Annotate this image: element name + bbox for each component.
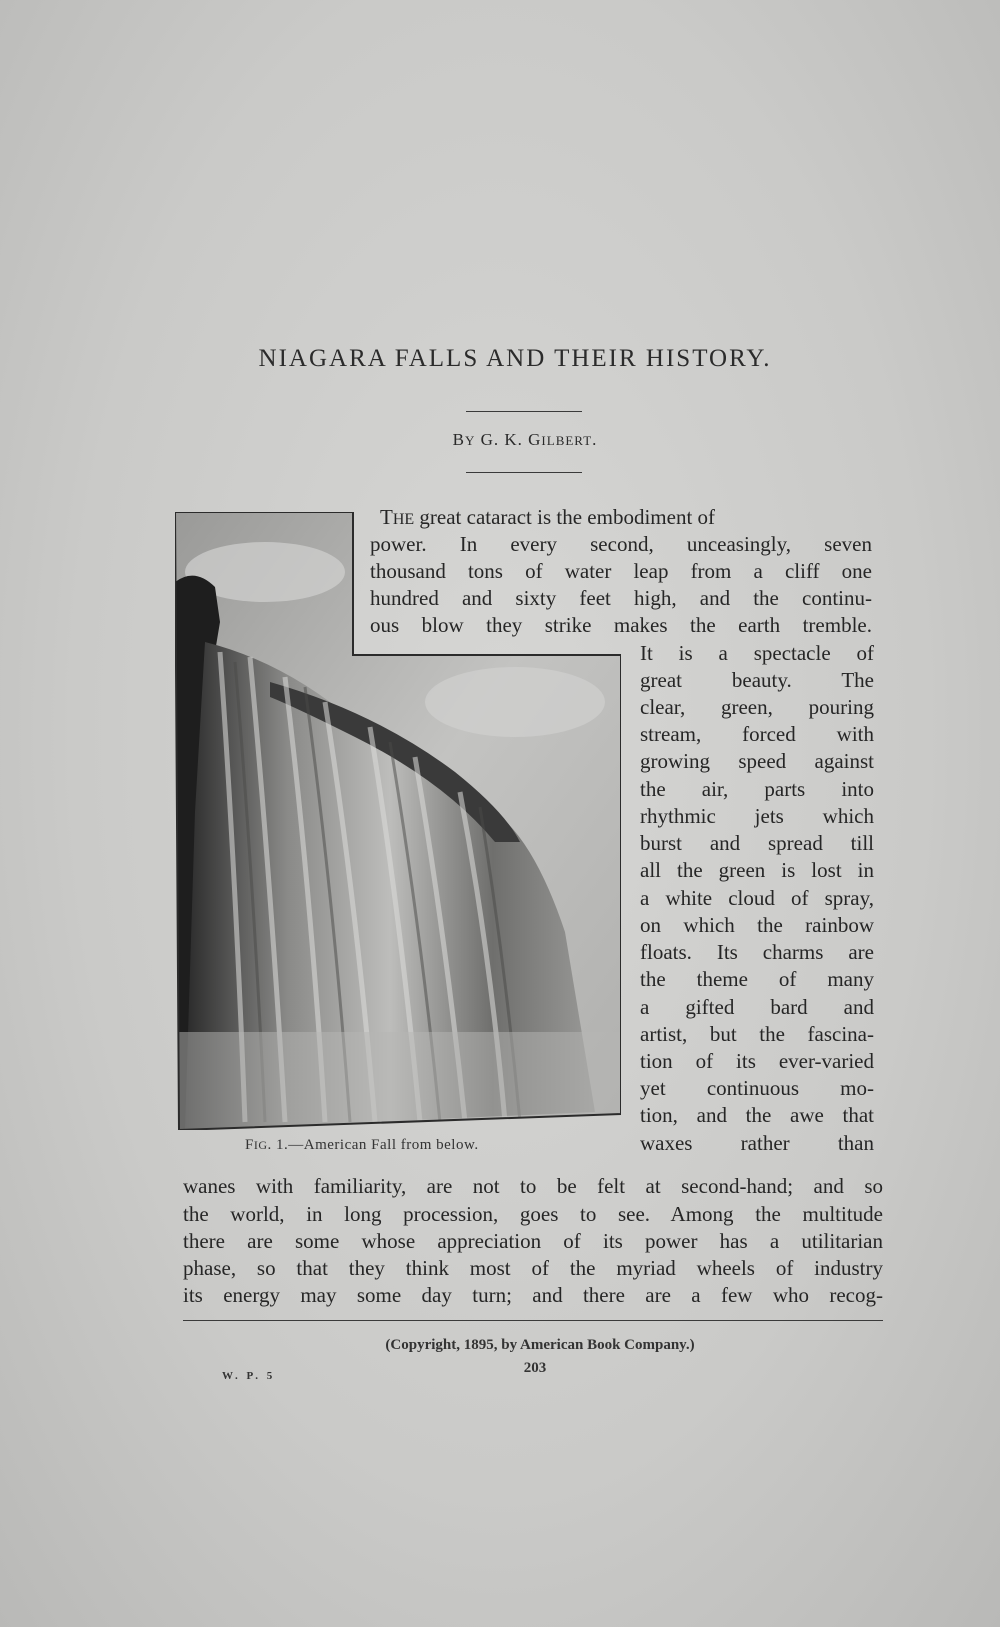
body-line: wanes with familiarity, are not to be felt at second-hand; and so	[183, 1174, 883, 1198]
author-byline	[330, 430, 720, 450]
author-initials: G. K. G	[480, 430, 542, 449]
caption-text: . 1.—American Fall from below.	[267, 1137, 479, 1153]
page-number: 203	[523, 1360, 547, 1376]
body-line: burst and spread till	[640, 831, 874, 855]
body-line: hundred and sixty feet high, and the continu-	[370, 586, 872, 610]
body-line: phase, so that they think most of the myriad wheels of industry	[183, 1256, 883, 1280]
body-line: the theme of many	[640, 967, 874, 991]
body-line	[380, 504, 872, 533]
body-line: a gifted bard and	[640, 995, 874, 1019]
article-title: NIAGARA FALLS AND THEIR HISTORY.	[258, 345, 772, 372]
body-line: waxes rather than	[640, 1131, 874, 1155]
body-line: clear, green, pouring	[640, 695, 874, 719]
body-line: the world, in long procession, goes to see. Among the multitude	[183, 1202, 883, 1226]
body-line: there are some whose appreciation of its power has a utilitarian	[183, 1229, 883, 1253]
caption-small: IG	[253, 1138, 268, 1152]
figure-caption	[245, 1137, 575, 1154]
body-line: tion of its ever-varied	[640, 1049, 874, 1073]
drop-word-rest: HE	[392, 511, 415, 528]
body-line: stream, forced with	[640, 722, 874, 746]
body-line: all the green is lost in	[640, 858, 874, 882]
body-line: rhythmic jets which	[640, 804, 874, 828]
body-line: thousand tons of water leap from a cliff one	[370, 559, 872, 583]
body-line: the air, parts into	[640, 777, 874, 801]
caption-cap: F	[245, 1137, 254, 1153]
body-line: on which the rainbow	[640, 913, 874, 937]
body-line: great beauty. The	[640, 668, 874, 692]
body-line: power. In every second, unceasingly, seven	[370, 532, 872, 556]
body-line-text: great cataract is the embodiment of	[414, 505, 716, 529]
body-line: ous blow they strike makes the earth tremble.	[370, 613, 872, 637]
drop-word-cap: T	[380, 505, 393, 529]
author-rule	[466, 472, 582, 473]
copyright-notice: (Copyright, 1895, by American Book Company.)	[385, 1337, 695, 1353]
body-line: It is a spectacle of	[640, 641, 874, 665]
body-line: artist, but the fascina-	[640, 1022, 874, 1046]
body-line: its energy may some day turn; and there are a few who recog-	[183, 1283, 883, 1307]
author-period: .	[592, 430, 598, 449]
byline-cap: B	[452, 430, 465, 449]
byline-small: Y	[464, 433, 476, 448]
footer-rule	[183, 1320, 883, 1321]
body-line: growing speed against	[640, 749, 874, 773]
title-rule	[466, 411, 582, 412]
signature-mark: W. P. 5	[222, 1370, 276, 1382]
body-line: floats. Its charms are	[640, 940, 874, 964]
author-surname: ILBERT	[541, 433, 593, 448]
body-line: a white cloud of spray,	[640, 886, 874, 910]
body-line: tion, and the awe that	[640, 1103, 874, 1127]
body-line: yet continuous mo-	[640, 1076, 874, 1100]
